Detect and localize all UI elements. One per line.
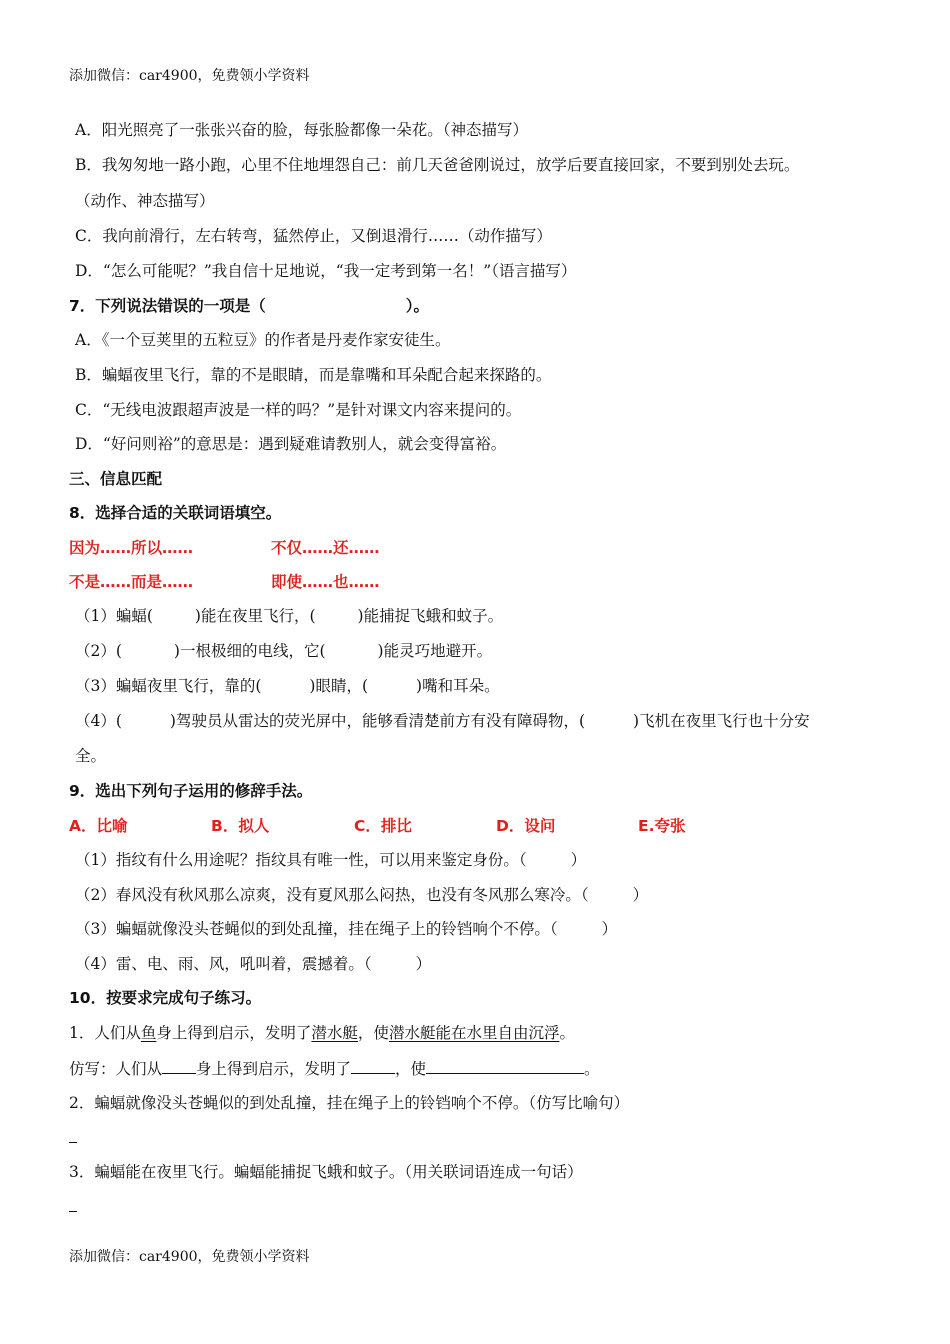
q9-s4-close: ） [415, 955, 432, 973]
q10-e1-part3: ，使 [357, 1024, 389, 1042]
q8-sentence-1 [75, 606, 503, 626]
q8-word-4: 即使……也…… [271, 573, 380, 591]
q10-imitate [69, 1058, 600, 1079]
page-footer: 添加微信：car4900，免费领小学资料 [69, 1249, 310, 1265]
q10-e1-submarine: 潜水艇 [311, 1024, 358, 1042]
q10-e1-part1: 1．人们从 [69, 1024, 141, 1042]
q8-s2-part2: )一根极细的电线，它( [173, 642, 326, 660]
q8-s3-part1: （3）蝙蝠夜里飞行，靠的( [75, 677, 262, 695]
q7-option-a: A．《一个豆荚里的五粒豆》的作者是丹麦作家安徒生。 [75, 331, 451, 349]
q9-option-e: E.夸张 [638, 817, 686, 835]
q8-s1-part1: （1）蝙蝠( [75, 607, 153, 625]
q7-option-b: B．蝙蝠夜里飞行，靠的不是眼睛，而是靠嘴和耳朵配合起来探路的。 [75, 366, 552, 384]
q10-e1-fish: 鱼 [140, 1024, 157, 1042]
q9-s3-close: ） [601, 920, 618, 938]
q10-example-1 [69, 1023, 575, 1043]
q9-s2-text: （2）春风没有秋风那么凉爽，没有夏风那么闷热，也没有冬风那么寒冷。（ [75, 886, 589, 904]
q9-s4-text: （4）雷、电、雨、风，吼叫着，震撼着。（ [75, 955, 372, 973]
q8-word-3: 不是……而是…… [69, 573, 194, 591]
q10-exercise-2: 2．蝙蝠就像没头苍蝇似的到处乱撞，挂在绳子上的铃铛响个不停。（仿写比喻句） [69, 1094, 630, 1112]
q8-sentence-2 [75, 641, 492, 661]
q10-imitate-blank1[interactable] [162, 1058, 196, 1074]
q9-option-a: A．比喻 [69, 817, 128, 835]
q10-exercise-3: 3．蝙蝠能在夜里飞行。蝙蝠能捕捉飞蛾和蚊子。（用关联词语连成一句话） [69, 1163, 583, 1181]
q7-option-c: C．“无线电波跟超声波是一样的吗？”是针对课文内容来提问的。 [75, 401, 522, 419]
q10-e1-end: 。 [559, 1024, 575, 1042]
q8-sentence-4-cont: 全。 [75, 747, 107, 765]
q10-answer-line-3[interactable] [69, 1211, 77, 1212]
q9-sentence-3 [75, 919, 617, 939]
q9-s2-close: ） [632, 886, 649, 904]
q6-option-a: A．阳光照亮了一张张兴奋的脸，每张脸都像一朵花。（神态描写） [75, 121, 528, 139]
q9-s3-text: （3）蝙蝠就像没头苍蝇似的到处乱撞，挂在绳子上的铃铛响个不停。（ [75, 920, 558, 938]
q9-option-c: C．排比 [354, 817, 412, 835]
q7-title-end: ）。 [405, 297, 430, 315]
q9-sentence-1 [75, 850, 586, 870]
q9-option-d: D．设问 [496, 817, 556, 835]
q10-e1-part2: 身上得到启示，发明了 [156, 1024, 312, 1042]
q8-word-2: 不仅……还…… [271, 539, 380, 557]
q7-option-d: D．“好问则裕”的意思是：遇到疑难请教别人，就会变得富裕。 [75, 435, 507, 453]
q8-s4-part2: )驾驶员从雷达的荧光屏中，能够看清楚前方有没有障碍物，( [169, 712, 586, 730]
q8-s1-part3: )能捕捉飞蛾和蚊子。 [357, 607, 504, 625]
q8-sentence-3 [75, 676, 500, 696]
q8-s3-part2: )眼睛，( [309, 677, 369, 695]
q10-imitate-blank2[interactable] [351, 1058, 395, 1074]
q8-s4-part1: （4）( [75, 712, 122, 730]
q9-s1-close: ） [570, 851, 587, 869]
q6-option-d: D．“怎么可能呢？”我自信十足地说，“我一定考到第一名！”（语言描写） [75, 262, 577, 280]
q8-title: 8．选择合适的关联词语填空。 [69, 504, 282, 522]
q10-e1-result: 潜水艇能在水里自由沉浮 [388, 1024, 560, 1042]
q10-answer-line-2[interactable] [69, 1142, 77, 1143]
q8-s2-part3: )能灵巧地避开。 [377, 642, 493, 660]
q9-title: 9．选出下列句子运用的修辞手法。 [69, 782, 313, 800]
q10-imitate-part2: 身上得到启示，发明了 [196, 1060, 352, 1078]
q8-s4-part3: )飞机在夜里飞行也十分安 [633, 712, 810, 730]
q10-title: 10．按要求完成句子练习。 [69, 989, 262, 1007]
q9-option-b: B．拟人 [211, 817, 270, 835]
section-title: 三、信息匹配 [69, 470, 163, 488]
page-header: 添加微信：car4900，免费领小学资料 [69, 68, 310, 84]
q8-word-1: 因为……所以…… [69, 539, 194, 557]
q7-title-text: 7．下列说法错误的一项是（ [69, 297, 266, 315]
q8-s2-part1: （2）( [75, 642, 122, 660]
q8-s1-part2: )能在夜里飞行，( [194, 607, 316, 625]
q9-sentence-4 [75, 954, 431, 974]
q6-option-b: B．我匆匆地一路小跑，心里不住地埋怨自己：前几天爸爸刚说过，放学后要直接回家，不要到别处去玩。 [75, 156, 800, 174]
q10-imitate-part3: ，使 [395, 1060, 427, 1078]
q9-s1-text: （1）指纹有什么用途呢？指纹具有唯一性，可以用来鉴定身份。（ [75, 851, 527, 869]
q8-s3-part3: )嘴和耳朵。 [416, 677, 500, 695]
q10-imitate-end: 。 [584, 1060, 600, 1078]
q6-option-b-cont: （动作、神态描写） [75, 192, 215, 210]
q8-sentence-4 [75, 711, 810, 731]
q6-option-c: C．我向前滑行，左右转弯，猛然停止，又倒退滑行……（动作描写） [75, 227, 552, 245]
q10-imitate-part1: 仿写：人们从 [69, 1060, 163, 1078]
q7-title [69, 296, 429, 316]
q9-sentence-2 [75, 885, 648, 905]
q10-imitate-blank3[interactable] [426, 1058, 584, 1074]
